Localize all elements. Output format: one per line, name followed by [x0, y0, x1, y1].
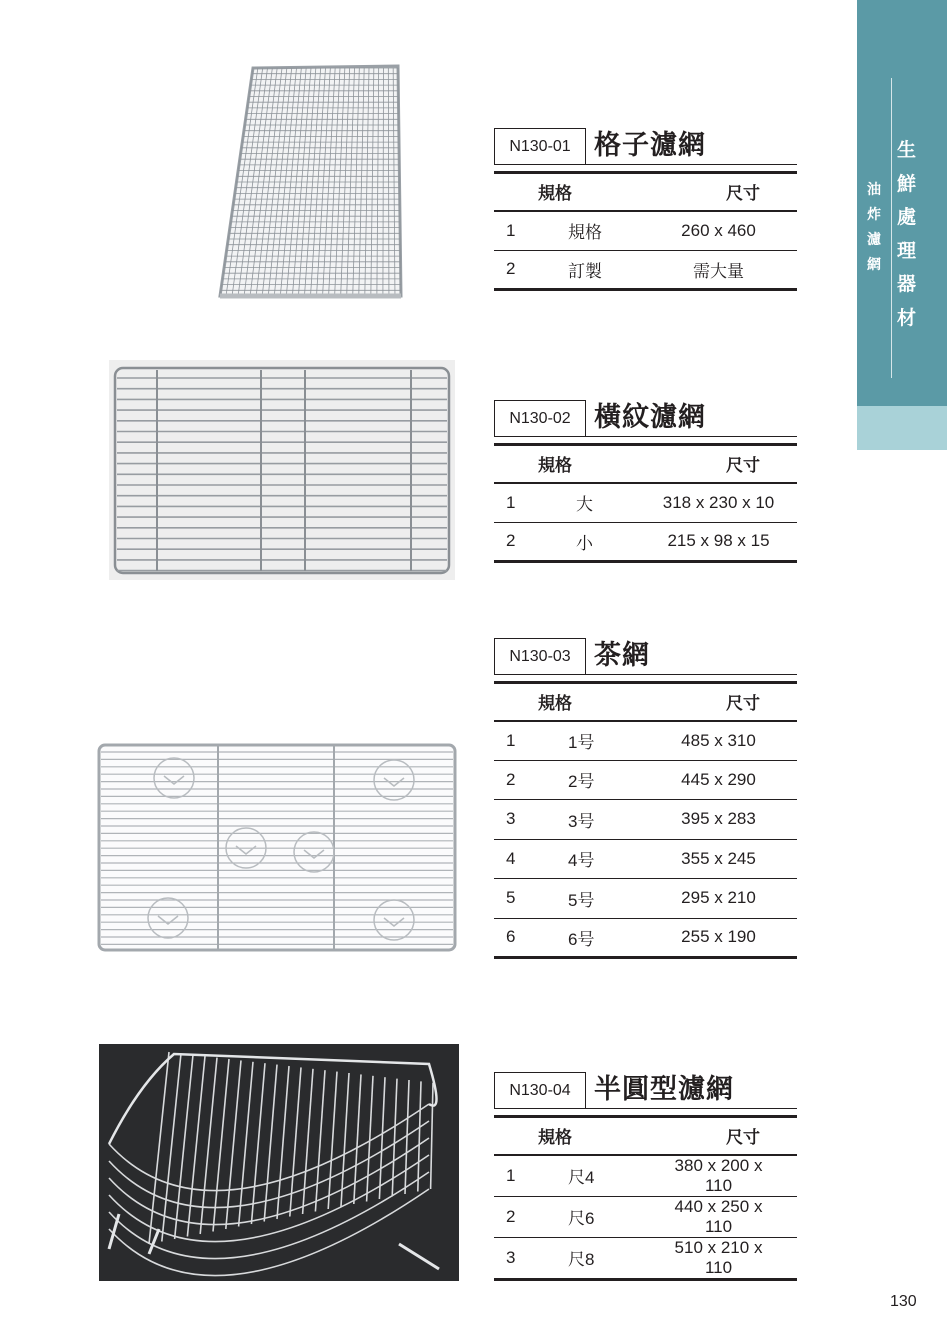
row-spec: 1号: [542, 721, 660, 761]
category-side-tab: [857, 0, 947, 450]
row-number: 5: [494, 879, 542, 919]
table-row: [494, 839, 797, 879]
product-block-n130-04: [494, 1071, 797, 1281]
header-size: 尺寸: [660, 445, 797, 483]
row-number: 1: [494, 1155, 542, 1197]
header-spec: 規格: [494, 173, 660, 211]
row-spec: 小: [576, 533, 593, 553]
row-spec: 6号: [568, 929, 595, 949]
row-number: 1: [494, 483, 542, 523]
row-number: 1: [494, 721, 542, 761]
row-number: 2: [506, 531, 516, 551]
row-spec: 尺4: [542, 1155, 660, 1197]
table-header-row: [494, 683, 797, 721]
row-size: 445 x 290: [660, 760, 797, 800]
row-size: 380 x 200 x 110: [660, 1155, 797, 1197]
product-code: N130-04: [494, 1072, 586, 1108]
table-header-row: [494, 1117, 797, 1155]
product-image-tea-rack: [96, 740, 458, 955]
row-size: 295 x 210: [660, 879, 797, 919]
table-row: [494, 1155, 797, 1197]
product-title-row: [494, 399, 797, 437]
row-spec: 2号: [542, 760, 660, 800]
row-number: 3: [506, 1247, 516, 1267]
table-row: [494, 918, 797, 958]
row-size: 440 x 250 x 110: [660, 1196, 797, 1237]
page-number: 130: [890, 1293, 917, 1310]
spec-table: [494, 1115, 797, 1281]
row-size: 需大量: [693, 261, 744, 281]
row-spec: 尺8: [568, 1250, 595, 1269]
table-row: [494, 879, 797, 919]
product-block-n130-02: [494, 399, 797, 563]
category-title: 生 鮮 處 理 器 材: [897, 139, 917, 329]
row-spec: 規格: [542, 211, 660, 251]
table-header-row: [494, 173, 797, 211]
table-row: [494, 250, 797, 290]
product-code: N130-01: [494, 128, 586, 164]
header-spec: 規格: [494, 683, 660, 721]
row-size: 260 x 460: [660, 211, 797, 251]
header-size: 尺寸: [660, 173, 797, 211]
row-size: 485 x 310: [660, 721, 797, 761]
product-block-n130-03: [494, 637, 797, 959]
row-size: 255 x 190: [681, 927, 756, 947]
row-spec: 5号: [542, 879, 660, 919]
row-number: 6: [506, 927, 516, 947]
product-block-n130-01: [494, 127, 797, 291]
header-spec: 規格: [494, 1117, 660, 1155]
table-row: [494, 760, 797, 800]
subcategory-title: 油 炸 濾 網: [867, 182, 881, 273]
product-title-row: [494, 1071, 797, 1109]
row-number: 2: [494, 760, 542, 800]
table-row: [494, 522, 797, 562]
product-name: 半圓型濾網: [594, 1074, 734, 1105]
row-size: 318 x 230 x 10: [660, 483, 797, 523]
spec-table: [494, 443, 797, 563]
row-spec: 尺6: [542, 1196, 660, 1237]
header-size: 尺寸: [660, 1117, 797, 1155]
product-name: 茶網: [594, 640, 650, 671]
product-image-horizontal-rack: [109, 360, 455, 580]
product-code: N130-02: [494, 400, 586, 436]
side-tab-accent: [857, 406, 947, 450]
spec-table: [494, 681, 797, 959]
product-title-row: [494, 637, 797, 675]
product-title-row: [494, 127, 797, 165]
row-size: 215 x 98 x 15: [667, 531, 770, 551]
row-size: 510 x 210 x 110: [674, 1237, 763, 1277]
header-size: 尺寸: [660, 683, 797, 721]
table-row: [494, 1196, 797, 1237]
product-image-half-round-basket: [99, 1044, 459, 1281]
spec-table: [494, 171, 797, 291]
table-row: [494, 721, 797, 761]
product-name: 格子濾網: [594, 130, 706, 161]
row-size: 355 x 245: [660, 839, 797, 879]
row-number: 2: [494, 1196, 542, 1237]
row-spec: 4号: [542, 839, 660, 879]
row-size: 395 x 283: [660, 800, 797, 840]
table-header-row: [494, 445, 797, 483]
header-spec: 規格: [494, 445, 660, 483]
table-row: [494, 211, 797, 251]
row-number: 3: [494, 800, 542, 840]
row-spec: 大: [542, 483, 660, 523]
table-row: [494, 483, 797, 523]
row-number: 2: [506, 259, 516, 279]
product-image-grid-rack: [215, 60, 405, 305]
side-tab-divider: [891, 78, 892, 378]
table-row: [494, 800, 797, 840]
product-name: 橫紋濾網: [594, 402, 706, 433]
product-code: N130-03: [494, 638, 586, 674]
row-number: 4: [494, 839, 542, 879]
row-spec: 訂製: [568, 261, 602, 281]
table-row: [494, 1237, 797, 1279]
row-spec: 3号: [542, 800, 660, 840]
row-number: 1: [494, 211, 542, 251]
